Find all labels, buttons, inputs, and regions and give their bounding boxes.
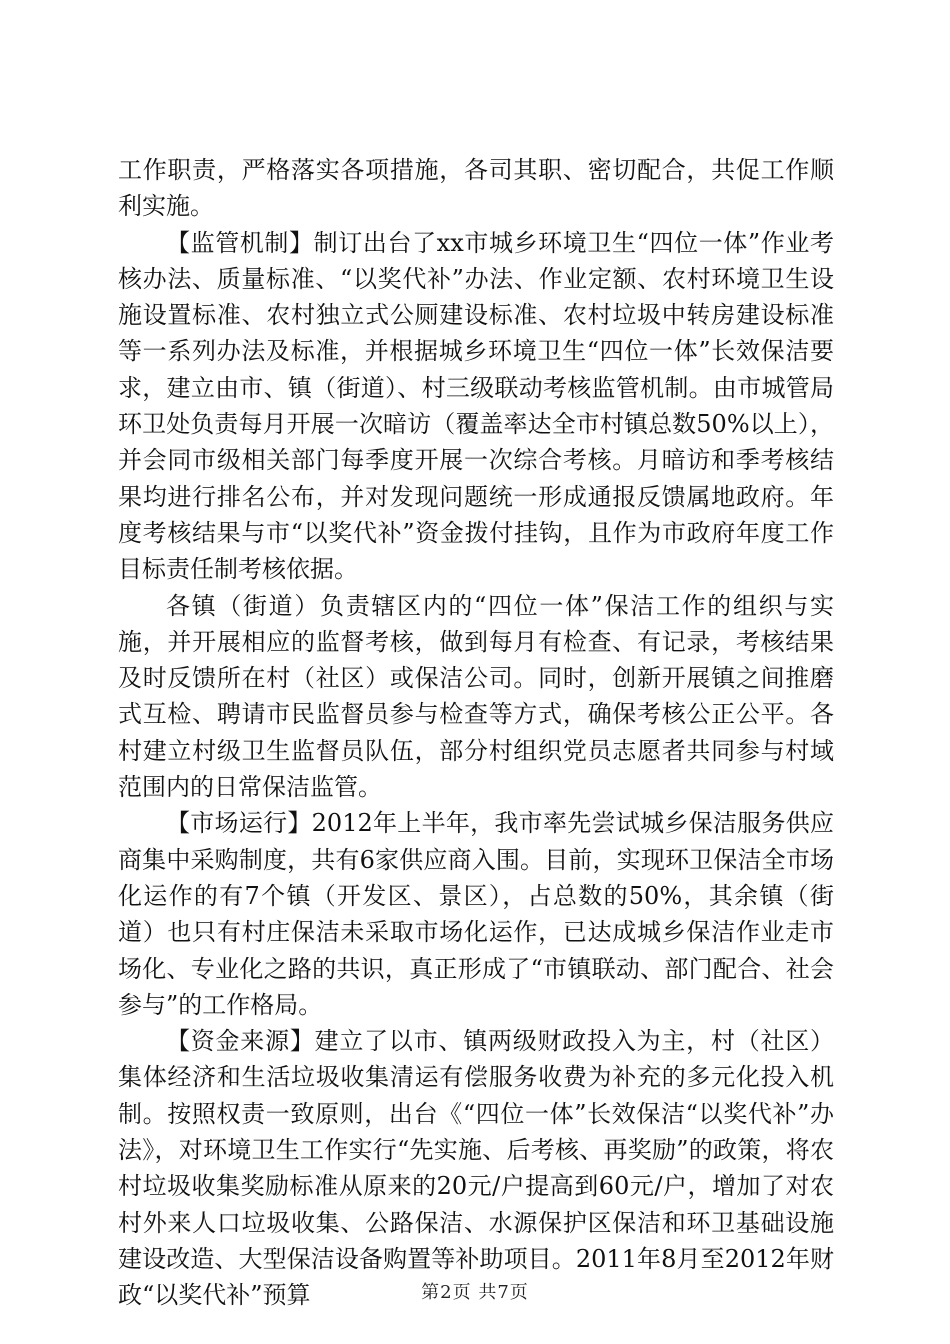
page-number-footer: 第2页 共7页 bbox=[421, 1282, 529, 1303]
document-body bbox=[118, 152, 834, 1314]
paragraph-funding-source: 【资金来源】建立了以市、镇两级财政投入为主，村（社区）集体经济和生活垃圾收集清运有偿服务收费为补充的多元化投入机制。按照权责一致原则，出台《“四位一体”长效保洁“以奖代补”办法》，对环境卫生工作实行“先实施、后考核、再奖励”的政策，将农村垃圾收集奖励标准从原来的20元/户提高到60元/户，增加了对农村外来人口垃圾收集、公路保洁、水源保护区保洁和环卫基础设施建设改造、大型保洁设备购置等补助项目。2011年8月至2012年财政“以奖代补”预算 bbox=[118, 1027, 834, 1310]
paragraph-continuation: 工作职责，严格落实各项措施，各司其职、密切配合，共促工作顺利实施。 bbox=[118, 156, 834, 221]
paragraph-supervision-mechanism: 【监管机制】制订出台了xx市城乡环境卫生“四位一体”作业考核办法、质量标准、“以奖代补”办法、作业定额、农村环境卫生设施设置标准、农村独立式公厕建设标准、农村垃圾中转房建设标准等一系列办法及标准，并根据城乡环境卫生“四位一体”长效保洁要求，建立由市、镇（街道）、村三级联动考核监管机制。由市城管局环卫处负责每月开展一次暗访（覆盖率达全市村镇总数50%以上），并会同市级相关部门每季度开展一次综合考核。月暗访和季考核结果均进行排名公布，并对发现问题统一形成通报反馈属地政府。年度考核结果与市“以奖代补”资金拨付挂钩，且作为市政府年度工作目标责任制考核依据。 bbox=[118, 228, 834, 584]
paragraph-town-responsibility: 各镇（街道）负责辖区内的“四位一体”保洁工作的组织与实施，并开展相应的监督考核，做到每月有检查、有记录，考核结果及时反馈所在村（社区）或保洁公司。同时，创新开展镇之间推磨式互检、聘请市民监督员参与检查等方式，确保考核公正公平。各村建立村级卫生监督员队伍，部分村组织党员志愿者共同参与村域范围内的日常保洁监管。 bbox=[118, 591, 834, 802]
paragraph-market-operation: 【市场运行】2012年上半年，我市率先尝试城乡保洁服务供应商集中采购制度，共有6家供应商入围。目前，实现环卫保洁全市场化运作的有7个镇（开发区、景区），占总数的50%，其余镇（街道）也只有村庄保洁未采取市场化运作，已达成城乡保洁作业走市场化、专业化之路的共识，真正形成了“市镇联动、部门配合、社会参与”的工作格局。 bbox=[118, 809, 834, 1019]
